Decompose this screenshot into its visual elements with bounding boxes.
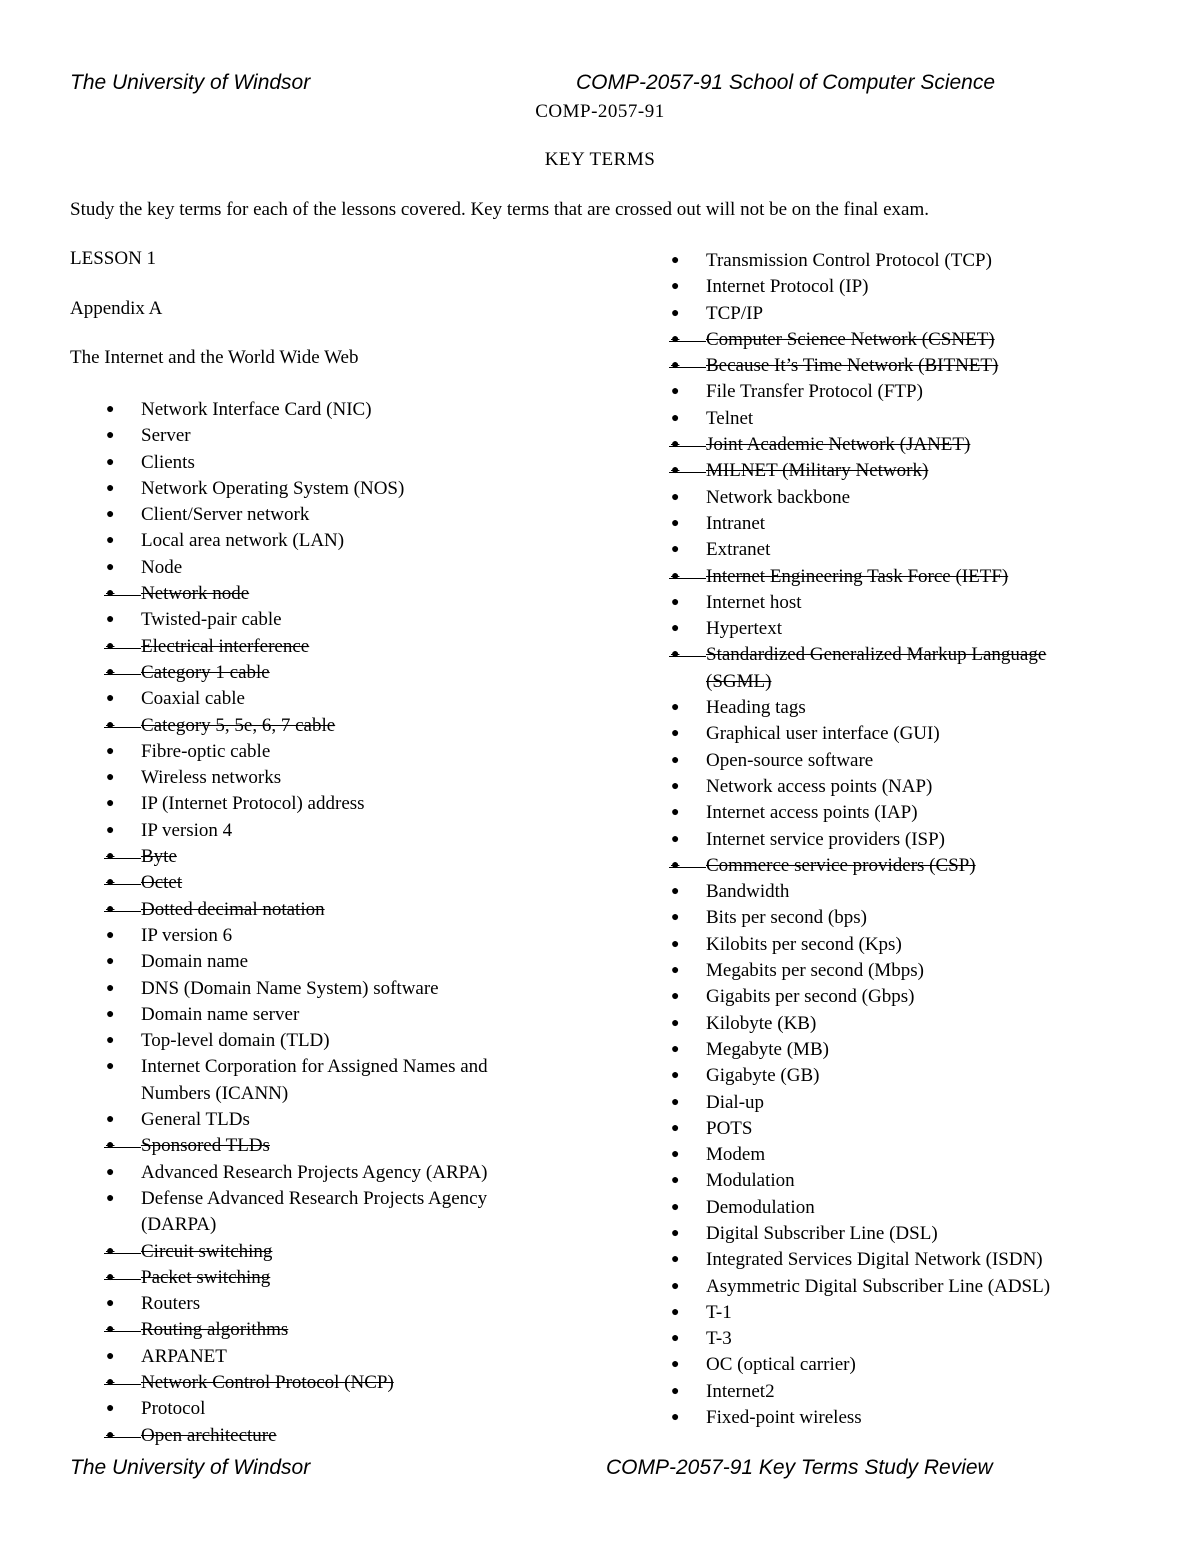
term-item xyxy=(671,274,1106,300)
bullet-icon: ● xyxy=(671,1041,680,1057)
term-label: Extranet xyxy=(706,539,771,561)
bullet-icon: ● xyxy=(106,822,115,838)
term-label: Network node xyxy=(141,583,250,605)
term-item xyxy=(671,800,1106,826)
term-item xyxy=(671,827,1106,853)
bullet-icon: ● xyxy=(671,936,680,952)
term-label: Advanced Research Projects Agency (ARPA) xyxy=(141,1161,488,1183)
term-item xyxy=(106,1186,551,1239)
bullet-icon: ● xyxy=(671,463,680,479)
term-label: Gigabits per second (Gbps) xyxy=(706,986,915,1008)
bullet-icon: ● xyxy=(671,384,680,400)
term-item xyxy=(106,791,551,817)
term-label: POTS xyxy=(706,1117,753,1139)
term-item xyxy=(671,695,1106,721)
term-item-struck xyxy=(671,458,1106,484)
term-item xyxy=(671,905,1106,931)
term-item xyxy=(671,1090,1106,1116)
bullet-icon: ● xyxy=(671,963,680,979)
term-item-struck xyxy=(106,1133,551,1159)
term-label: File Transfer Protocol (FTP) xyxy=(706,381,923,403)
term-item xyxy=(671,379,1106,405)
bullet-icon: ● xyxy=(671,1252,680,1268)
header-course: COMP-2057-91 School of Computer Science xyxy=(576,71,996,94)
term-label: Internet Corporation for Assigned Names and Numbers (ICANN) xyxy=(141,1056,488,1104)
term-label: Packet switching xyxy=(141,1266,271,1288)
bullet-icon: ● xyxy=(106,770,115,786)
bullet-icon: ● xyxy=(671,805,680,821)
term-item xyxy=(106,739,551,765)
term-item xyxy=(671,537,1106,563)
term-label: Megabits per second (Mbps) xyxy=(706,960,924,982)
bullet-icon: ● xyxy=(106,402,115,417)
bullet-icon: ● xyxy=(106,586,115,602)
term-item xyxy=(671,774,1106,800)
bullet-icon: ● xyxy=(106,1164,115,1180)
term-label: Network backbone xyxy=(706,486,851,508)
term-label: OC (optical carrier) xyxy=(706,1354,856,1376)
term-item xyxy=(106,1054,551,1107)
term-label: Asymmetric Digital Subscriber Line (ADSL) xyxy=(706,1275,1051,1297)
bullet-icon: ● xyxy=(106,1243,115,1259)
bullet-icon: ● xyxy=(671,910,680,926)
bullet-icon: ● xyxy=(106,901,115,917)
bullet-icon: ● xyxy=(106,1374,115,1390)
bullet-icon: ● xyxy=(671,857,680,873)
term-item xyxy=(671,1168,1106,1194)
bullet-icon: ● xyxy=(671,331,680,347)
term-item-struck xyxy=(106,1239,551,1265)
term-label: Internet Engineering Task Force (IETF) xyxy=(706,565,1009,587)
term-label: Kilobits per second (Kps) xyxy=(706,933,902,955)
bullet-icon: ● xyxy=(106,507,115,523)
term-label: T-1 xyxy=(706,1301,732,1323)
bullet-icon: ● xyxy=(671,621,680,637)
appendix-heading: Appendix A xyxy=(70,298,163,319)
term-item-struck xyxy=(106,897,551,923)
bullet-icon: ● xyxy=(106,533,115,549)
term-item-struck xyxy=(671,642,1106,695)
term-label: Digital Subscriber Line (DSL) xyxy=(706,1222,938,1244)
term-label: Routers xyxy=(141,1293,201,1315)
term-item xyxy=(106,1160,551,1186)
page-title: KEY TERMS xyxy=(544,149,656,170)
term-item xyxy=(671,1247,1106,1273)
term-item xyxy=(106,949,551,975)
term-item xyxy=(106,476,551,502)
bullet-icon: ● xyxy=(106,1006,115,1022)
bullet-icon: ● xyxy=(671,1304,680,1320)
term-item xyxy=(106,818,551,844)
term-item xyxy=(671,1195,1106,1221)
bullet-icon: ● xyxy=(671,305,680,321)
term-label: Transmission Control Protocol (TCP) xyxy=(706,250,992,271)
bullet-icon: ● xyxy=(671,1120,680,1136)
bullet-icon: ● xyxy=(671,778,680,794)
term-label: Internet service providers (ISP) xyxy=(706,828,946,850)
bullet-icon: ● xyxy=(106,980,115,996)
bullet-icon: ● xyxy=(671,1357,680,1373)
term-label: TCP/IP xyxy=(706,302,764,324)
term-label: Telnet xyxy=(706,407,754,429)
term-item-struck xyxy=(106,713,551,739)
term-label: Bits per second (bps) xyxy=(706,907,867,929)
bullet-icon: ● xyxy=(106,1348,115,1364)
term-item xyxy=(106,450,551,476)
term-label: Because It’s Time Network (BITNET) xyxy=(706,355,999,377)
term-label: Hypertext xyxy=(706,618,782,640)
bullet-icon: ● xyxy=(106,954,115,970)
term-item xyxy=(106,607,551,633)
term-label: Node xyxy=(141,556,183,578)
bullet-icon: ● xyxy=(106,1059,115,1075)
term-item xyxy=(671,1063,1106,1089)
bullet-icon: ● xyxy=(671,1015,680,1031)
term-item xyxy=(671,590,1106,616)
term-label: Computer Science Network (CSNET) xyxy=(706,328,995,350)
bullet-icon: ● xyxy=(106,1296,115,1312)
bullet-icon: ● xyxy=(671,1331,680,1347)
bullet-icon: ● xyxy=(671,831,680,847)
term-item xyxy=(671,1142,1106,1168)
term-item xyxy=(671,1352,1106,1378)
term-item xyxy=(671,1037,1106,1063)
instructions: Study the key terms for each of the lessons covered. Key terms that are crossed out will not be on the final exam. xyxy=(70,199,929,220)
bullet-icon: ● xyxy=(671,1410,680,1426)
bullet-icon: ● xyxy=(671,726,680,742)
bullet-icon: ● xyxy=(106,717,115,733)
term-item xyxy=(106,1002,551,1028)
term-item xyxy=(671,721,1106,747)
term-label: Open-source software xyxy=(706,749,874,771)
term-item-struck xyxy=(671,564,1106,590)
term-label: Client/Server network xyxy=(141,504,310,526)
bullet-icon: ● xyxy=(106,664,115,680)
term-label: Internet Protocol (IP) xyxy=(706,276,869,298)
bullet-icon: ● xyxy=(106,1269,115,1285)
term-label: MILNET (Military Network) xyxy=(706,460,929,482)
term-label: Internet access points (IAP) xyxy=(706,802,918,824)
course-code: COMP-2057-91 xyxy=(535,101,665,122)
bullet-icon: ● xyxy=(106,1427,115,1443)
bullet-icon: ● xyxy=(671,989,680,1005)
bullet-icon: ● xyxy=(671,594,680,610)
term-label: Routing algorithms xyxy=(141,1319,289,1341)
bullet-icon: ● xyxy=(106,638,115,654)
term-label: IP (Internet Protocol) address xyxy=(141,793,365,815)
bullet-icon: ● xyxy=(671,253,680,268)
term-label: Dial-up xyxy=(706,1091,765,1113)
term-label: Integrated Services Digital Network (ISDN) xyxy=(706,1249,1043,1271)
term-item xyxy=(671,932,1106,958)
term-item xyxy=(106,976,551,1002)
term-label: Defense Advanced Research Projects Agency (DARPA) xyxy=(141,1187,488,1236)
term-label: Heading tags xyxy=(706,697,806,719)
bullet-icon: ● xyxy=(671,1199,680,1215)
bullet-icon: ● xyxy=(671,279,680,295)
term-item xyxy=(106,1344,551,1370)
bullet-icon: ● xyxy=(106,1190,115,1206)
term-item xyxy=(106,555,551,581)
bullet-icon: ● xyxy=(671,437,680,453)
term-label: Coaxial cable xyxy=(141,688,245,710)
bullet-icon: ● xyxy=(671,1173,680,1189)
term-label: Internet2 xyxy=(706,1380,775,1402)
term-item xyxy=(106,423,551,449)
term-item xyxy=(106,1107,551,1133)
bullet-icon: ● xyxy=(106,743,115,759)
term-label: Domain name server xyxy=(141,1003,300,1025)
bullet-icon: ● xyxy=(106,428,115,444)
term-item xyxy=(671,748,1106,774)
footer-institution: The University of Windsor xyxy=(70,1456,311,1479)
term-label: Category 5, 5e, 6, 7 cable xyxy=(141,714,336,736)
term-label: Top-level domain (TLD) xyxy=(141,1030,330,1052)
term-label: DNS (Domain Name System) software xyxy=(141,977,439,999)
term-label: Intranet xyxy=(706,512,766,534)
term-item-struck xyxy=(106,844,551,870)
term-item-struck xyxy=(106,1370,551,1396)
term-label: Octet xyxy=(141,872,183,894)
term-item-struck xyxy=(106,581,551,607)
term-label: Network Operating System (NOS) xyxy=(141,477,405,499)
bullet-icon: ● xyxy=(671,568,680,584)
term-item-struck xyxy=(106,660,551,686)
bullet-icon: ● xyxy=(106,691,115,707)
term-label: ARPANET xyxy=(141,1345,227,1367)
term-label: Network Control Protocol (NCP) xyxy=(141,1371,394,1393)
term-label: Megabyte (MB) xyxy=(706,1038,829,1060)
term-item xyxy=(671,984,1106,1010)
term-label: Byte xyxy=(141,846,177,868)
bullet-icon: ● xyxy=(671,1068,680,1084)
term-label: Clients xyxy=(141,451,195,473)
bullet-icon: ● xyxy=(671,542,680,558)
term-item xyxy=(106,923,551,949)
term-label: Circuit switching xyxy=(141,1240,273,1262)
term-label: Protocol xyxy=(141,1398,206,1420)
term-label: Modulation xyxy=(706,1170,795,1192)
section-heading: The Internet and the World Wide Web xyxy=(70,347,359,368)
term-label: IP version 6 xyxy=(141,924,233,946)
term-label: Joint Academic Network (JANET) xyxy=(706,434,971,456)
term-item xyxy=(106,765,551,791)
bullet-icon: ● xyxy=(106,1112,115,1128)
term-item xyxy=(671,511,1106,537)
term-label: IP version 4 xyxy=(141,819,233,841)
term-item-struck xyxy=(106,1265,551,1291)
term-label: Fixed-point wireless xyxy=(706,1407,862,1429)
term-item xyxy=(671,301,1106,327)
term-label: Network access points (NAP) xyxy=(706,775,933,797)
term-label: Kilobyte (KB) xyxy=(706,1012,817,1034)
term-item-struck xyxy=(106,1423,551,1449)
term-item xyxy=(671,1116,1106,1142)
term-item xyxy=(106,502,551,528)
bullet-icon: ● xyxy=(106,1033,115,1049)
bullet-icon: ● xyxy=(671,647,680,663)
term-label: General TLDs xyxy=(141,1109,250,1131)
term-label: Open architecture xyxy=(141,1424,277,1446)
lesson-heading: LESSON 1 xyxy=(70,248,157,269)
bullet-icon: ● xyxy=(671,515,680,531)
bullet-icon: ● xyxy=(671,700,680,716)
term-item xyxy=(671,1300,1106,1326)
term-label: Modem xyxy=(706,1144,766,1166)
bullet-icon: ● xyxy=(106,480,115,496)
term-label: Commerce service providers (CSP) xyxy=(706,854,976,876)
term-label: T-3 xyxy=(706,1328,732,1350)
term-label: Local area network (LAN) xyxy=(141,530,345,552)
term-item-struck xyxy=(671,853,1106,879)
term-label: Fibre-optic cable xyxy=(141,740,271,762)
bullet-icon: ● xyxy=(106,1138,115,1154)
bullet-icon: ● xyxy=(671,489,680,505)
term-label: Electrical interference xyxy=(141,635,310,657)
term-label: Wireless networks xyxy=(141,767,282,789)
term-item xyxy=(106,1028,551,1054)
term-item xyxy=(671,1011,1106,1037)
bullet-icon: ● xyxy=(671,1094,680,1110)
bullet-icon: ● xyxy=(106,454,115,470)
bullet-icon: ● xyxy=(106,612,115,628)
bullet-icon: ● xyxy=(671,1147,680,1163)
bullet-icon: ● xyxy=(671,1225,680,1241)
bullet-icon: ● xyxy=(671,410,680,426)
term-item-struck xyxy=(671,432,1106,458)
term-item xyxy=(671,406,1106,432)
bullet-icon: ● xyxy=(106,796,115,812)
term-label: Network Interface Card (NIC) xyxy=(141,399,372,420)
term-label: Server xyxy=(141,425,191,447)
term-label: Domain name xyxy=(141,951,249,973)
term-label: Category 1 cable xyxy=(141,661,270,683)
bullet-icon: ● xyxy=(106,875,115,891)
term-item xyxy=(671,1379,1106,1405)
term-item-struck xyxy=(106,1317,551,1343)
term-label: Twisted-pair cable xyxy=(141,609,282,631)
bullet-icon: ● xyxy=(106,559,115,575)
term-item xyxy=(106,686,551,712)
term-label: Demodulation xyxy=(706,1196,815,1218)
bullet-icon: ● xyxy=(671,1278,680,1294)
bullet-icon: ● xyxy=(106,849,115,865)
bullet-icon: ● xyxy=(671,884,680,900)
key-terms-list-left xyxy=(106,397,551,1449)
term-item xyxy=(106,397,551,423)
term-item xyxy=(671,485,1106,511)
bullet-icon: ● xyxy=(671,752,680,768)
term-label: Bandwidth xyxy=(706,881,790,903)
term-label: Dotted decimal notation xyxy=(141,898,325,920)
bullet-icon: ● xyxy=(106,1322,115,1338)
term-item xyxy=(106,528,551,554)
term-item xyxy=(671,1221,1106,1247)
term-item xyxy=(671,1326,1106,1352)
term-item-struck xyxy=(106,870,551,896)
bullet-icon: ● xyxy=(106,927,115,943)
term-item-struck xyxy=(671,327,1106,353)
bullet-icon: ● xyxy=(671,1383,680,1399)
term-item xyxy=(106,1291,551,1317)
term-label: Sponsored TLDs xyxy=(141,1135,270,1157)
footer-document-name: COMP-2057-91 Key Terms Study Review xyxy=(606,1456,993,1479)
term-item xyxy=(106,1396,551,1422)
term-label: Gigabyte (GB) xyxy=(706,1065,820,1087)
bullet-icon: ● xyxy=(106,1401,115,1417)
term-label: Graphical user interface (GUI) xyxy=(706,723,940,745)
term-item xyxy=(671,879,1106,905)
term-item xyxy=(671,248,1106,274)
term-item xyxy=(671,1405,1106,1431)
term-item-struck xyxy=(671,353,1106,379)
term-item xyxy=(671,616,1106,642)
bullet-icon: ● xyxy=(671,358,680,374)
term-label: Internet host xyxy=(706,591,802,613)
term-item xyxy=(671,1274,1106,1300)
term-item-struck xyxy=(106,634,551,660)
header-institution: The University of Windsor xyxy=(70,71,311,94)
term-label: Standardized Generalized Markup Language (SGML) xyxy=(706,644,1047,692)
key-terms-list-right xyxy=(671,248,1106,1431)
term-item xyxy=(671,958,1106,984)
